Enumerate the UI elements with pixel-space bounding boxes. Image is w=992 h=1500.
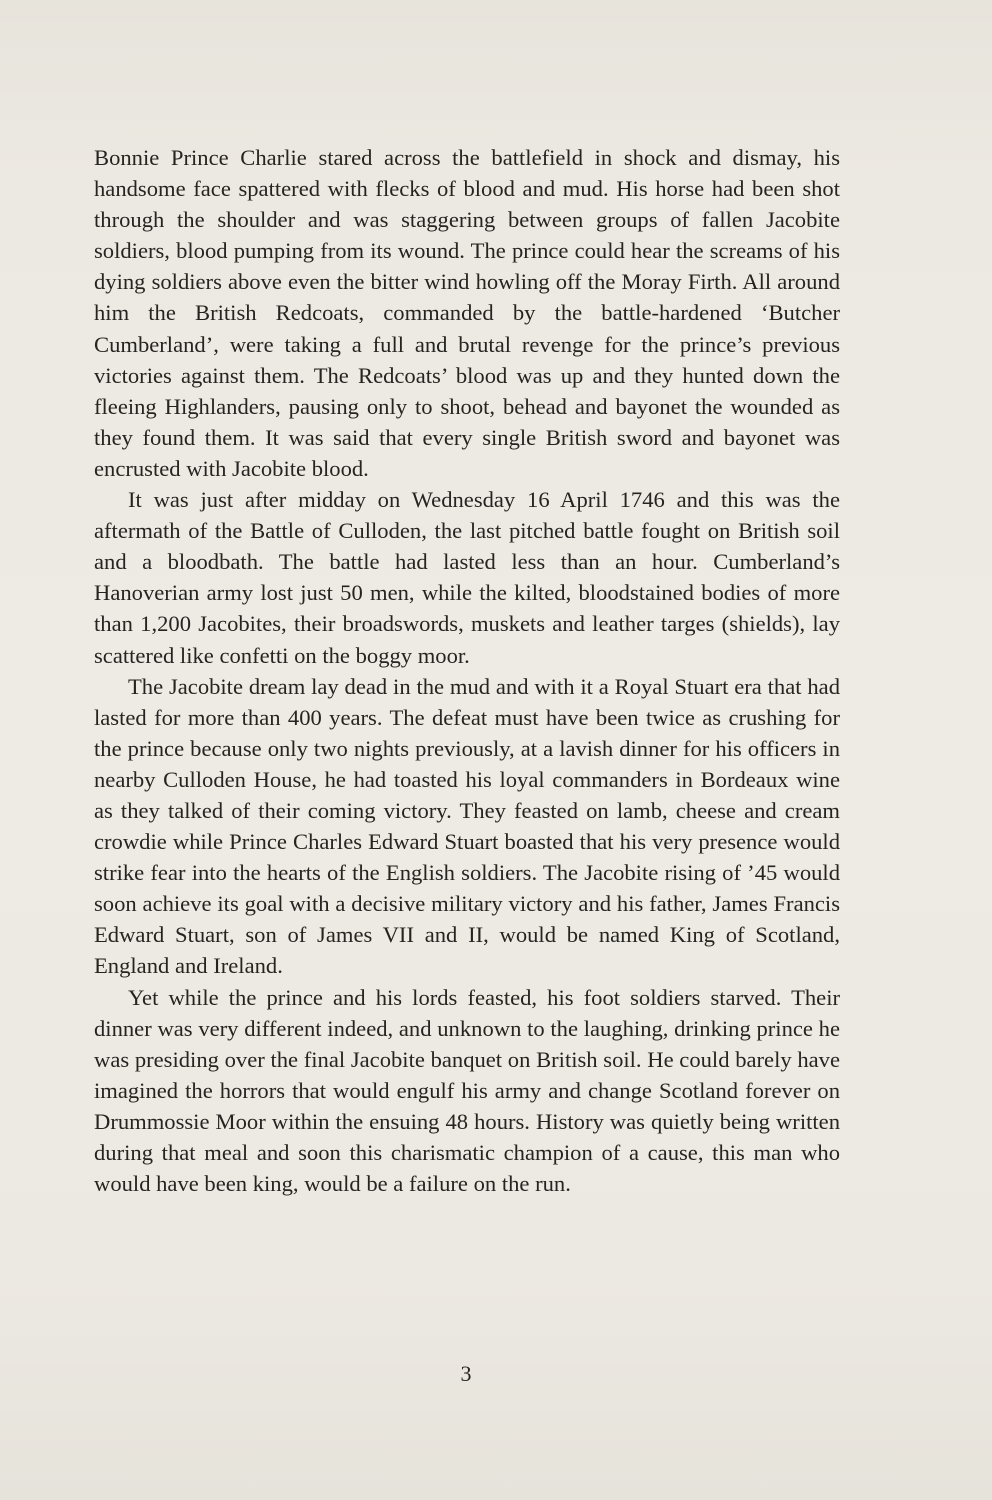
paragraph-3: The Jacobite dream lay dead in the mud and with it a Royal Stuart era that had lasted for more than 400 years. The defeat must have been twice as crushing for the prince because only two nights previously, at a lavish dinner for his officers in nearby Culloden House, he had toasted his loyal commanders in Bordeaux wine as they talked of their coming victory. They feasted on lamb, cheese and cream crowdie while Prince Charles Edward Stuart boasted that his very presence would strike fear into the hearts of the English soldiers. The Jacobite rising of ’45 would soon achieve its goal with a decisive military victory and his father, James Francis Edward Stuart, son of James VII and II, would be named King of Scotland, England and Ireland. <box>94 673 840 979</box>
paragraph-1: Bonnie Prince Charlie stared across the battlefield in shock and dismay, his handsome face spattered with flecks of blood and mud. His horse had been shot through the shoulder and was staggering between groups of fallen Jacobite soldiers, blood pumping from its wound. The prince could hear the screams of his dying soldiers above even the bitter wind howling off the Moray Firth. All around him the British Redcoats, commanded by the battle-hardened ‘Butcher Cumberland’, were taking a full and brutal revenge for the prince’s previous victories against them. The Redcoats’ blood was up and they hunted down the fleeing Highlanders, pausing only to shoot, behead and bayonet the wounded as they found them. It was said that every single British sword and bayonet was encrusted with Jacobite blood. <box>94 145 840 481</box>
page-number: 3 <box>460 1361 472 1386</box>
body-text <box>94 142 840 1199</box>
paragraph-4: Yet while the prince and his lords feasted, his foot soldiers starved. Their dinner was very different indeed, and unknown to the laughing, drinking prince he was presiding over the final Jacobite banquet on British soil. He could barely have imagined the horrors that would engulf his army and change Scotland forever on Drummossie Moor within the ensuing 48 hours. History was quietly being written during that meal and soon this charismatic champion of a cause, this man who would have been king, would be a failure on the run. <box>94 984 840 1197</box>
paragraph-2: It was just after midday on Wednesday 16 April 1746 and this was the aftermath of the Battle of Culloden, the last pitched battle fought on British soil and a bloodbath. The battle had lasted less than an hour. Cumberland’s Hanoverian army lost just 50 men, while the kilted, bloodstained bodies of more than 1,200 Jacobites, their broadswords, muskets and leather targes (shields), lay scattered like confetti on the boggy moor. <box>94 487 840 668</box>
